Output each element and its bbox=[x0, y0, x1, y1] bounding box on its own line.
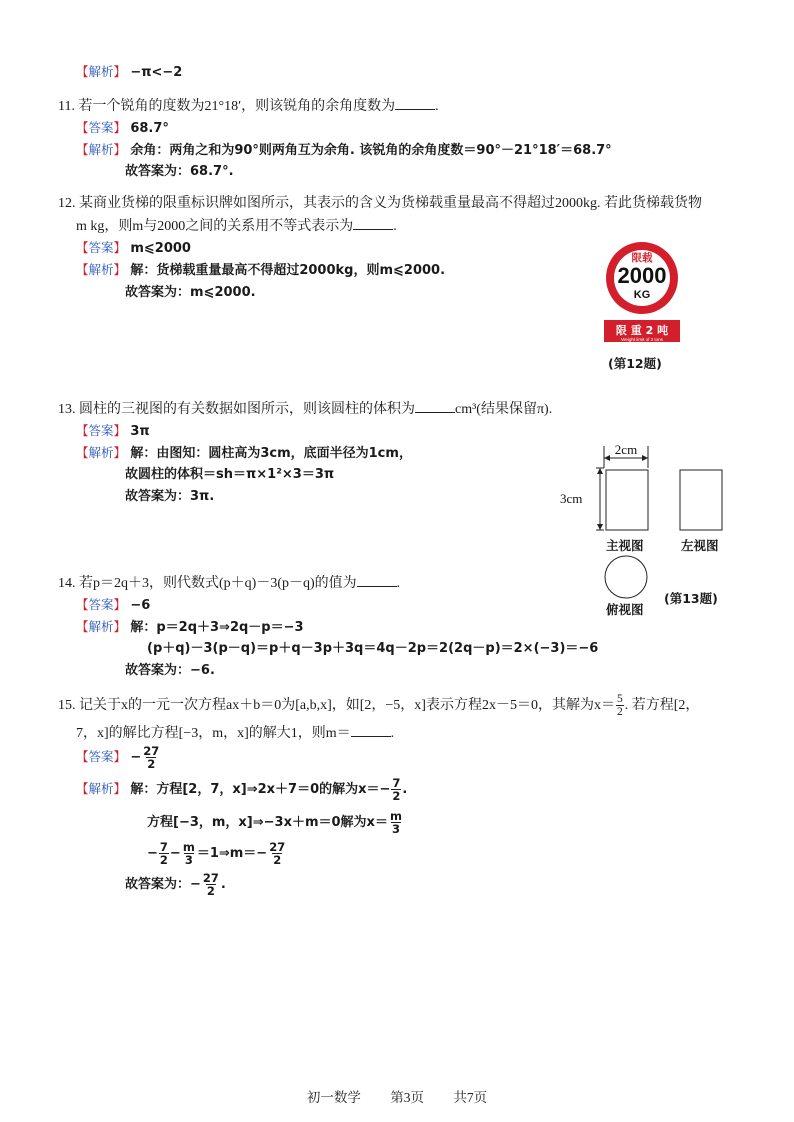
fraction: $\frac{27}{2}$ bbox=[269, 840, 286, 867]
q15-answer-row bbox=[76, 743, 161, 772]
q15-stem-line: 7，x]的解比方程[−3，m，x]的解大1，则m＝ . bbox=[76, 726, 395, 741]
width-label: 2cm bbox=[614, 442, 638, 457]
sign-band-text: 限 重 2 吨 bbox=[615, 324, 669, 337]
left-view-rect bbox=[680, 470, 722, 530]
answer-blank bbox=[415, 400, 455, 413]
sign-top-text: 限载 bbox=[631, 252, 653, 264]
sign-band-subtext: Weight limit of 2 tons bbox=[621, 337, 663, 342]
fraction: $\frac{27}{2}$ bbox=[143, 744, 160, 771]
q12-answer-row bbox=[76, 239, 191, 258]
fraction: $\frac{7}{2}$ bbox=[392, 776, 401, 803]
figure-caption: (第13题) bbox=[664, 591, 718, 606]
q11-answer: 68.7° bbox=[130, 121, 169, 136]
analysis-tag: 【解析】 bbox=[76, 64, 127, 79]
analysis-tag: 【解析】 bbox=[76, 619, 127, 634]
height-label: 3cm bbox=[560, 491, 583, 506]
analysis-tag: 【解析】 bbox=[76, 142, 127, 157]
q13-analysis-row bbox=[76, 444, 412, 463]
q12-stem-line: m kg，则m与2000之间的关系用不等式表示为 . bbox=[76, 219, 397, 234]
arrow-left-icon bbox=[604, 455, 610, 461]
page-footer bbox=[0, 1086, 794, 1106]
q12-analysis-line: 故答案为：m⩽2000. bbox=[125, 285, 256, 300]
q14-answer-row bbox=[76, 596, 150, 615]
answer-tag: 【答案】 bbox=[76, 240, 127, 255]
q14-analysis-line: (p＋q)－3(p－q)＝p＋q－3p＋3q＝4q－2p＝2(2q－p)＝2×(−3)＝−6 bbox=[147, 641, 599, 656]
footer-total: 共7页 bbox=[453, 1090, 488, 1105]
analysis-tag: 【解析】 bbox=[76, 262, 127, 277]
footer-page: 第3页 bbox=[390, 1090, 424, 1105]
arrow-up-icon bbox=[597, 468, 603, 474]
footer-subject: 初一数学 bbox=[306, 1090, 361, 1105]
q15-analysis-row bbox=[76, 775, 407, 804]
three-view-figure bbox=[556, 438, 736, 613]
q15-answer: − $\frac{27}{2}$ bbox=[130, 744, 160, 771]
fraction: $\frac{5}{2}$ bbox=[616, 693, 623, 719]
q13-stem: 13. 圆柱的三视图的有关数据如图所示，则该圆柱的体积为 cm³(结果保留π). bbox=[58, 402, 553, 417]
q15-analysis-line: − $\frac{7}{2}$ − $\frac{m}{3}$ ＝1⇒m＝− $\frac{27}{2}$ bbox=[147, 840, 286, 867]
q11-stem: 11. 若一个锐角的度数为21°18′，则该锐角的余角度数为 . bbox=[58, 99, 439, 114]
q13-answer-row bbox=[76, 422, 150, 441]
q15-analysis-line: 解：方程[2，7，x]⇒2x＋7＝0的解为x＝− $\frac{7}{2}$ . bbox=[130, 776, 408, 803]
q12-analysis-line: 解：货梯载重量最高不得超过2000kg，则m⩽2000. bbox=[130, 263, 446, 278]
analysis-tag: 【解析】 bbox=[76, 445, 127, 460]
answer-tag: 【答案】 bbox=[76, 423, 127, 438]
q13-analysis-line: 故答案为：3π. bbox=[125, 489, 215, 504]
answer-tag: 【答案】 bbox=[76, 749, 127, 764]
top-view-circle bbox=[605, 556, 647, 598]
q14-analysis-line: 故答案为：−6. bbox=[125, 663, 215, 678]
q14-stem: 14. 若p＝2q＋3，则代数式(p＋q)－3(p－q)的值为 . bbox=[58, 576, 401, 591]
top-view-label: 俯视图 bbox=[606, 602, 644, 617]
q10-analysis: −π<−2 bbox=[130, 65, 183, 80]
q11-analysis-line: 余角：两角之和为90°则两角互为余角. 该锐角的余角度数＝90°－21°18′＝68.7° bbox=[130, 143, 612, 158]
answer-tag: 【答案】 bbox=[76, 120, 127, 135]
q12-stem-line: 12. 某商业货梯的限重标识牌如图所示，其表示的含义为货梯载重量最高不得超过2000kg. 若此货梯载货物 bbox=[58, 196, 702, 211]
q11-analysis-row bbox=[76, 141, 612, 160]
fraction: $\frac{m}{3}$ bbox=[182, 840, 195, 867]
q14-analysis-row bbox=[76, 618, 304, 637]
fraction: $\frac{27}{2}$ bbox=[202, 871, 219, 898]
q15-analysis-line: 故答案为：− $\frac{27}{2}$ . bbox=[125, 871, 226, 898]
q11-analysis-line: 故答案为：68.7°. bbox=[125, 164, 234, 179]
answer-blank bbox=[351, 724, 391, 737]
answer-blank bbox=[395, 97, 435, 110]
q12-analysis-row bbox=[76, 261, 445, 280]
arrow-down-icon bbox=[597, 524, 603, 530]
q14-analysis-line: 解：p＝2q＋3⇒2q－p＝−3 bbox=[130, 620, 304, 635]
arrow-right-icon bbox=[642, 455, 648, 461]
figure-caption: (第12题) bbox=[608, 356, 662, 371]
q15-analysis-line: 方程[−3，m，x]⇒−3x＋m＝0解为x＝ $\frac{m}{3}$ bbox=[147, 809, 402, 836]
q10-analysis-row bbox=[76, 63, 182, 82]
answer-tag: 【答案】 bbox=[76, 597, 127, 612]
answer-blank bbox=[353, 217, 393, 230]
answer-blank bbox=[357, 574, 397, 587]
q11-answer-row bbox=[76, 119, 169, 138]
weight-limit-sign bbox=[600, 238, 686, 348]
left-view-label: 左视图 bbox=[681, 538, 719, 553]
q14-answer: −6 bbox=[130, 598, 151, 613]
q13-analysis-line: 故圆柱的体积＝sh＝π×1²×3＝3π bbox=[125, 467, 335, 482]
sign-unit: KG bbox=[633, 289, 651, 301]
q13-analysis-line: 解：由图知：圆柱高为3cm，底面半径为1cm， bbox=[130, 446, 412, 461]
q13-answer: 3π bbox=[130, 424, 150, 439]
front-view-rect bbox=[606, 470, 648, 530]
q12-answer: m⩽2000 bbox=[130, 241, 191, 256]
analysis-tag: 【解析】 bbox=[76, 781, 127, 796]
fraction: $\frac{7}{2}$ bbox=[159, 840, 168, 867]
front-view-label: 主视图 bbox=[606, 538, 644, 553]
q15-stem-line: 15. 记关于x的一元一次方程ax＋b＝0为[a,b,x]，如[2，−5，x]表示方程2x－5＝0，其解为x＝ $\frac{5}{2}$ . 若方程[2， bbox=[58, 693, 700, 719]
sign-value: 2000 bbox=[617, 263, 667, 288]
fraction: $\frac{m}{3}$ bbox=[389, 809, 402, 836]
